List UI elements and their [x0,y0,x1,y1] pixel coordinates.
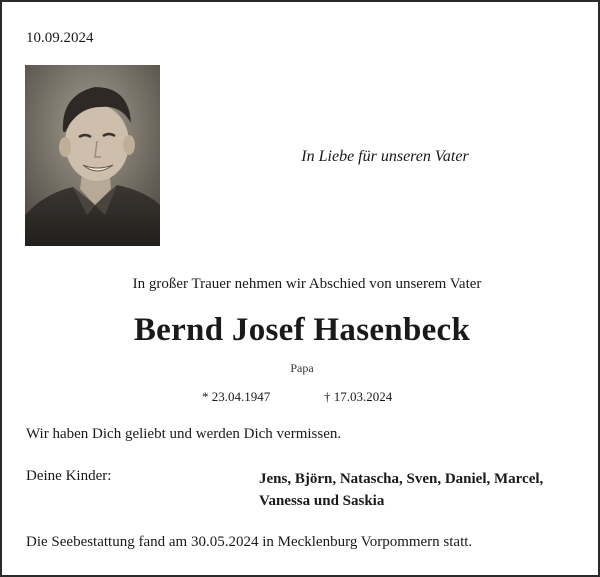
children-names-line-2: Vanessa und Saskia [259,493,385,509]
dedication-line: In Liebe für unseren Vater [301,148,469,165]
children-label: Deine Kinder: [26,468,112,484]
deceased-name: Bernd Josef Hasenbeck [133,312,471,348]
portrait-photo [25,65,160,246]
children-names-line-1: Jens, Björn, Natascha, Sven, Daniel, Marcel, [259,471,544,487]
portrait-icon [25,65,160,246]
death-date: † 17.03.2024 [324,389,393,404]
farewell-message: Wir haben Dich geliebt und werden Dich vermissen. [26,426,342,442]
burial-note: Die Seebestattung fand am 30.05.2024 in Mecklenburg Vorpommern statt. [26,534,473,550]
birth-date: * 23.04.1947 [202,389,271,404]
intro-line: In großer Trauer nehmen wir Abschied von unserem Vater [132,276,482,292]
publication-date: 10.09.2024 [26,30,94,46]
children-names [259,468,579,512]
nickname: Papa [290,361,314,375]
